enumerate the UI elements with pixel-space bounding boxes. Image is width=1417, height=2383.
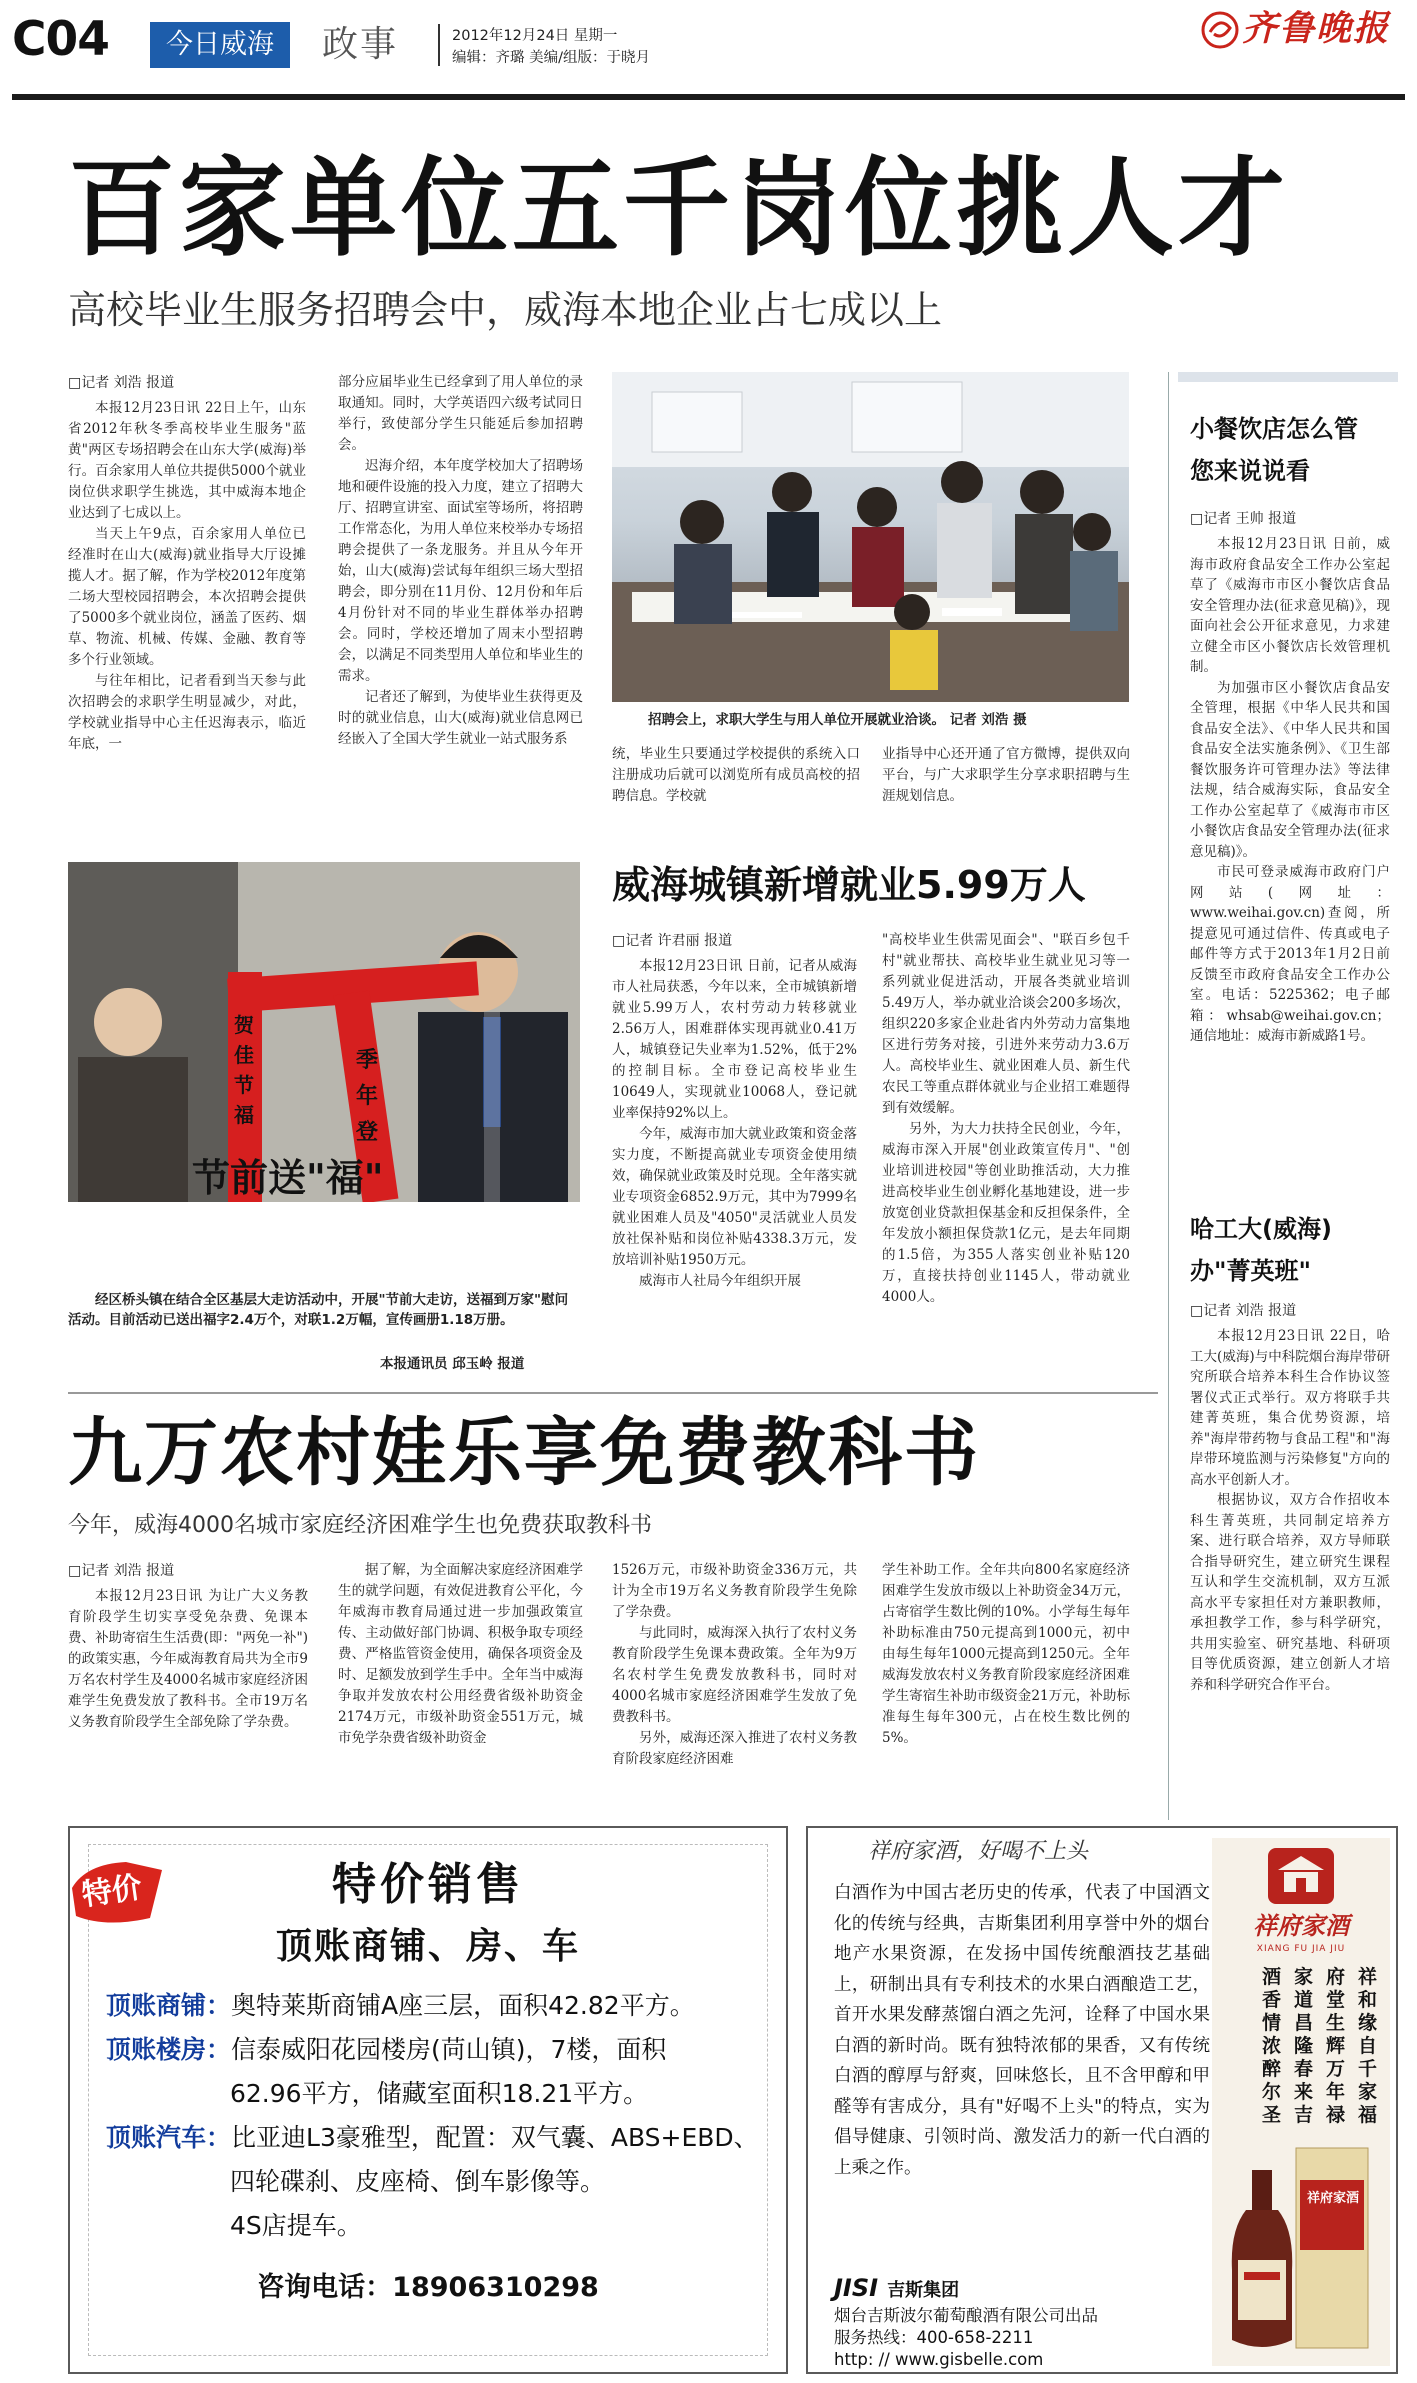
article2-col1 bbox=[612, 930, 857, 1374]
ad-row-apartment bbox=[106, 2028, 776, 2072]
paragraph: 记者还了解到，为使毕业生获得更及时的就业信息，山大(威海)就业信息网已经嵌入了全国大学生就业一站式服务系 bbox=[338, 689, 583, 747]
paragraph: 威海市人社局今年组织开展 bbox=[639, 1273, 801, 1289]
wine-brand-name: 祥府家酒 bbox=[1253, 1911, 1349, 1940]
article3-col3 bbox=[612, 1560, 857, 1800]
jisi-logo bbox=[834, 2274, 959, 2302]
ad-row-text: 四轮碟刹、皮座椅、倒车影像等。 bbox=[230, 2167, 606, 2196]
jisi-logo-mark: JISI bbox=[834, 2274, 879, 2302]
paragraph: 当天上午9点，百余家用人单位已经准时在山大(威海)就业指导大厅设摊揽人才。据了解，作为学校2012年度第二场大型校园招聘会，本次招聘会提供了5000多个就业岗位，涵盖了医药、烟草、物流、机械、传媒、金融、教育等多个行业领域。 bbox=[68, 526, 306, 668]
paragraph: 今年，威海市加大就业政策和资金落实力度，不断提高就业专项资金使用绩效，确保就业政策及时兑现。全年落实就业专项资金6852.9万元，其中为7999名就业困难人员及"4050"灵活就业人员发放社保补贴和岗位补贴4338.3万元，发放培训补贴1950万元。 bbox=[612, 1126, 857, 1268]
paragraph: 统，毕业生只要通过学校提供的系统入口注册成功后就可以浏览所有成员高校的招聘信息。学校就 bbox=[612, 746, 860, 804]
wine-ad-website[interactable]: http: // www.gisbelle.com bbox=[834, 2350, 1044, 2369]
article3-col2 bbox=[338, 1560, 583, 1800]
sidebar1-byline: □记者 王帅 报道 bbox=[1190, 511, 1297, 527]
wine-brand-pinyin: XIANG FU JIA JIU bbox=[1256, 1944, 1346, 1954]
paragraph: 为加强市区小餐饮店食品安全管理，根据《中华人民共和国食品安全法》、《中华人民共和国食品安全法实施条例》、《卫生部餐饮服务许可管理办法》等法律法规，结合威海实际，食品安全工作办公室起草了《威海市市区小餐饮店食品安全管理办法(征求意见稿)》。 bbox=[1190, 679, 1390, 860]
article2-byline: □记者 许君丽 报道 bbox=[612, 933, 733, 949]
discount-ad-title: 特价销售 bbox=[332, 1859, 524, 1910]
header-rule bbox=[12, 94, 1405, 100]
paragraph: 据了解，为全面解决家庭经济困难学生的就学问题，有效促进教育公平化，今年威海市教育局通过进一步加强政策宣传、主动做好部门协调、积极争取专项经费、严格监管资金使用，确保各项资金及时、足额发放到学生手中。全年当中威海争取并发放农村公用经费省级补助资金2174万元，市级补助资金551万元，城市免学杂费省级补助资金 bbox=[338, 1562, 583, 1746]
article2-headline: 威海城镇新增就业5.99万人 bbox=[612, 863, 1086, 907]
ad-row-label: 顶账汽车： bbox=[106, 2123, 232, 2152]
ad-row-label: 顶账商铺： bbox=[106, 1991, 232, 2020]
sidebar2-title-line1: 哈工大(威海) bbox=[1190, 1215, 1332, 1243]
article1-subhead: 高校毕业生服务招聘会中，威海本地企业占七成以上 bbox=[68, 288, 943, 332]
sidebar2-title-line2: 办"菁英班" bbox=[1190, 1257, 1312, 1285]
wine-brand-panel bbox=[1212, 1838, 1390, 2366]
sidebar-divider bbox=[1168, 372, 1169, 1820]
wine-ad[interactable] bbox=[806, 1826, 1398, 2374]
paragraph: 另外，威海还深入推进了农村义务教育阶段家庭经济困难 bbox=[612, 1730, 857, 1767]
section-tab[interactable]: 今日威海 bbox=[150, 22, 290, 68]
paragraph: 与往年相比，记者看到当天参与此次招聘会的求职学生明显减少，对此，学校就业指导中心主任迟海表示，临近年底，一 bbox=[68, 673, 306, 752]
paragraph: 市民可登录威海市政府门户网站(网址：www.weihai.gov.cn)查阅，所提意见可通过信件、传真或电子邮件等方式于2013年1月2日前反馈至市政府食品安全工作办公室。电话：5225362；电子邮箱：whsab@weihai.gov.cn；通信地址：威海市新威路1号。 bbox=[1190, 864, 1390, 1044]
ad-row-apartment-cont bbox=[230, 2072, 790, 2116]
job-fair-caption: 招聘会上，求职大学生与用人单位开展就业洽谈。 记者 刘浩 摄 bbox=[648, 712, 1027, 728]
article1-col2 bbox=[338, 372, 583, 816]
article3-headline: 九万农村娃乐享免费教科书 bbox=[68, 1410, 980, 1496]
paragraph: 根据协议，双方合作招收本科生菁英班，共同制定培养方案、进行联合培养，双方导师联合指导研究生，建立研究生课程互认和学生交流机制，双方互派高水平专家担任对方兼职教师，承担教学工作，参与科学研究，共用实验室、研究基地、科研项目等优质资源，建立创新人才培养和科学研究合作平台。 bbox=[1190, 1492, 1390, 1693]
ad-row-car-cont2 bbox=[230, 2204, 790, 2248]
header-divider bbox=[438, 24, 440, 66]
ad-row-text: 奥特莱斯商铺A座三层，面积42.82平方。 bbox=[231, 1991, 695, 2020]
paragraph: 1526万元，市级补助资金336万元，共计为全市19万名义务教育阶段学生免除了学杂费。 bbox=[612, 1562, 857, 1620]
ad-row-text: 信泰威阳花园楼房(苘山镇)，7楼，面积 bbox=[231, 2035, 667, 2064]
ad-row-text: 比亚迪L3豪雅型，配置：双气囊、ABS+EBD、 bbox=[231, 2123, 759, 2152]
wine-ad-company: 烟台吉斯波尔葡萄酿酒有限公司出品 bbox=[834, 2306, 1098, 2325]
poem-line: 祥和缘自千家福 bbox=[1358, 1966, 1378, 2126]
sidebar1-title-line2: 您来说说看 bbox=[1190, 457, 1310, 485]
wine-ad-hotline[interactable]: 服务热线：400-658-2211 bbox=[834, 2328, 1034, 2347]
paragraph: 本报12月23日讯 日前，威海市政府食品安全工作办公室起草了《威海市市区小餐饮店食品安全管理办法(征求意见稿)》，现面向社会公开征求意见，力求建立健全市区小餐饮店长效管理机制。 bbox=[1190, 536, 1390, 675]
ad-row-label: 顶账楼房： bbox=[106, 2035, 232, 2064]
sidebar1-title bbox=[1190, 408, 1358, 492]
article1-col4 bbox=[882, 744, 1130, 816]
paragraph: 本报12月23日讯 22日上午，山东省2012年秋冬季高校毕业生服务"蓝黄"两区专场招聘会在山东大学(威海)举行。百余家用人单位共提供5000个就业岗位供求职学生挑选，其中威海本地企业达到了七成以上。 bbox=[68, 400, 306, 521]
date-line: 2012年12月24日 星期一 bbox=[452, 28, 618, 44]
paragraph: 本报12月23日讯 22日，哈工大(威海)与中科院烟台海岸带研究所联合培养本科生合作协议签署仪式正式举行。双方将联手共建菁英班，集合优势资源，培养"海岸带药物与食品工程"和"海岸带环境监测与污染修复"方向的高水平创新人才。 bbox=[1190, 1328, 1390, 1488]
photo2-title: 节前送"福" bbox=[192, 1156, 384, 1200]
wine-poem bbox=[1222, 1966, 1380, 2130]
newspaper-logo bbox=[1200, 6, 1405, 54]
paragraph: 另外，为大力扶持全民创业，今年，威海市深入开展"创业政策宣传月"、"创业培训进校园"等创业助推活动，大力推进高校毕业生创业孵化基地建设，进一步放宽创业贷款担保基金和反担保条件，全年发放小额担保贷款1亿元，是去年同期的1.5倍，为355人落实创业补贴120万，直接扶持创业1145人，带动就业4000人。 bbox=[882, 1121, 1130, 1305]
wine-ad-body: 白酒作为中国古老历史的传承，代表了中国酒文化的传统与经典，吉斯集团利用享誉中外的烟台地产水果资源，在发扬中国传统酿酒技艺基础上，研制出具有专利技术的水果白酒酿造工艺，首开水果发酵蒸馏白酒之先河，诠释了中国水果白酒的新时尚。既有独特浓郁的果香，又有传统白酒的醇厚与舒爽，回味悠长，且不含甲醇和甲醛等有害成分，具有"好喝不上头"的特点，实为倡导健康、引领时尚、激发活力的新一代白酒的上乘之作。 bbox=[834, 1883, 1210, 2178]
job-fair-scene bbox=[612, 372, 1129, 702]
paragraph: 业指导中心还开通了官方微博，提供双向平台，与广大求职学生分享求职招聘与生涯规划信息。 bbox=[882, 746, 1130, 804]
article3-col1 bbox=[68, 1560, 308, 1800]
article3-subhead: 今年，威海4000名城市家庭经济困难学生也免费获取教科书 bbox=[68, 1513, 652, 1538]
column-label: 政事 bbox=[322, 24, 399, 65]
poem-line: 府堂生辉万年禄 bbox=[1326, 1966, 1346, 2126]
sidebar2-body bbox=[1190, 1300, 1390, 1808]
couplet-right-text: 季 年 登 bbox=[356, 1047, 379, 1145]
couplet-photo bbox=[68, 862, 580, 1202]
article1-col3 bbox=[612, 744, 860, 816]
couplet-left-text: 贺佳节 福 bbox=[234, 1013, 254, 1127]
article3-top-rule bbox=[68, 1392, 1158, 1394]
sidebar1-body bbox=[1190, 508, 1390, 1220]
wine-bottle-label: 祥府家酒 bbox=[1306, 2191, 1359, 2206]
article3-byline: □记者 刘浩 报道 bbox=[68, 1563, 175, 1579]
article1-byline: □记者 刘浩 报道 bbox=[68, 375, 175, 391]
jisi-logo-name: 吉斯集团 bbox=[887, 2280, 960, 2301]
price-tag-text: 特价 bbox=[79, 1870, 145, 1914]
couplet-caption: 经区桥头镇在结合全区基层大走访活动中，开展"节前大走访，送福到万家"慰问活动。目前活动已送出福字2.4万个，对联1.2万幅，宣传画册1.18万册。 bbox=[68, 1292, 569, 1328]
poem-line: 家道昌隆春来吉 bbox=[1294, 1966, 1314, 2126]
paragraph: 迟海介绍，本年度学校加大了招聘场地和硬件设施的投入力度，建立了招聘大厅、招聘宣讲室、面试室等场所，将招聘工作常态化，为用人单位来校举办专场招聘会提供了一条龙服务。并且从今年开始，山大(威海)尝试每年组织三场大型招聘会，即分别在11月份、12月份和年后4月份针对不同的毕业生群体举办招聘会。同时，学校还增加了周末小型招聘会，以满足不同类型用人单位和毕业生的需求。 bbox=[338, 458, 583, 684]
paragraph: 本报12月23日讯 日前，记者从威海市人社局获悉，今年以来，全市城镇新增就业5.99万人，农村劳动力转移就业2.56万人，困难群体实现再就业0.41万人，城镇登记失业率为1.52%，低于2%的控制目标。全市登记高校毕业生10649人，实现就业10068人，登记就业率保持92%以上。 bbox=[612, 958, 857, 1121]
sidebar2-byline: □记者 刘浩 报道 bbox=[1190, 1303, 1297, 1319]
wine-ad-slogan: 祥府家酒，好喝不上头 bbox=[868, 1839, 1089, 1864]
article1-col1 bbox=[68, 372, 306, 760]
paragraph: 与此同时，威海深入执行了农村义务教育阶段学生免课本费政策。全年为9万名农村学生免费发放教科书，同时对4000名城市家庭经济困难学生发放了免费教科书。 bbox=[612, 1625, 857, 1725]
paper-name: 齐鲁晚报 bbox=[1242, 8, 1391, 49]
ad-row-text: 4S店提车。 bbox=[230, 2211, 362, 2240]
discount-ad[interactable] bbox=[68, 1826, 788, 2374]
logo-swirl-icon bbox=[1200, 10, 1240, 50]
couplet-scene bbox=[68, 862, 580, 1202]
sidebar1-title-line1: 小餐饮店怎么管 bbox=[1190, 415, 1358, 443]
paragraph: "高校毕业生供需见面会"、"联百乡包千村"就业帮扶、高校毕业生就业见习等一系列就业促进活动，开展各类就业培训5.49万人，举办就业洽谈会200多场次，组织220多家企业赴省内外劳动力富集地区进行劳务对接，引进外来劳动力3.6万人。高校毕业生、就业困难人员、新生代农民工等重点群体就业与企业招工难题得到有效缓解。 bbox=[882, 932, 1130, 1116]
sidebar-top-bar bbox=[1178, 372, 1398, 382]
discount-ad-subtitle: 顶账商铺、房、车 bbox=[275, 1926, 580, 1967]
discount-ad-phone[interactable]: 咨询电话：18906310298 bbox=[257, 2272, 599, 2303]
ad-row-shop bbox=[106, 1984, 776, 2028]
wine-bottle-icon bbox=[1220, 2140, 1380, 2360]
page-number: C04 bbox=[12, 12, 109, 67]
paragraph: 本报12月23日讯 为让广大义务教育阶段学生切实享受免杂费、免课本费、补助寄宿生生活费(即："两免一补")的政策实惠，今年威海教育局共为全市9万名农村学生及4000名城市家庭经济困难学生免费发放了教科书。全市19万名义务教育阶段学生全部免除了学杂费。 bbox=[68, 1588, 308, 1730]
job-fair-photo bbox=[612, 372, 1129, 702]
article3-col4 bbox=[882, 1560, 1130, 1800]
article1-headline: 百家单位五千岗位挑人才 bbox=[68, 147, 1290, 271]
couplet-credit: 本报通讯员 邱玉岭 报道 bbox=[380, 1356, 525, 1372]
article2-col2 bbox=[882, 930, 1130, 1374]
ad-row-car-cont bbox=[230, 2160, 790, 2204]
pavilion-icon bbox=[1266, 1846, 1336, 1906]
staff-line: 编辑：齐璐 美编/组版：于晓月 bbox=[452, 50, 650, 66]
sidebar2-title bbox=[1190, 1208, 1332, 1292]
ad-row-car bbox=[106, 2116, 786, 2160]
ad-row-text: 62.96平方，储藏室面积18.21平方。 bbox=[230, 2079, 649, 2108]
paragraph: 学生补助工作。全年共向800名家庭经济困难学生发放市级以上补助资金34万元，占寄宿学生数比例的10%。小学每生每年补助标准由750元提高到1000元，初中由每生每年1000元提高到1250元。全年威海发放农村义务教育阶段家庭经济困难学生寄宿生补助市级资金21万元，补助标准每生每年300元，占在校生数比例的5%。 bbox=[882, 1562, 1130, 1746]
paragraph: 部分应届毕业生已经拿到了用人单位的录取通知。同时，大学英语四六级考试同日举行，致使部分学生只能延后参加招聘会。 bbox=[338, 374, 583, 453]
poem-line: 酒香情浓醉尔圣 bbox=[1262, 1966, 1282, 2126]
